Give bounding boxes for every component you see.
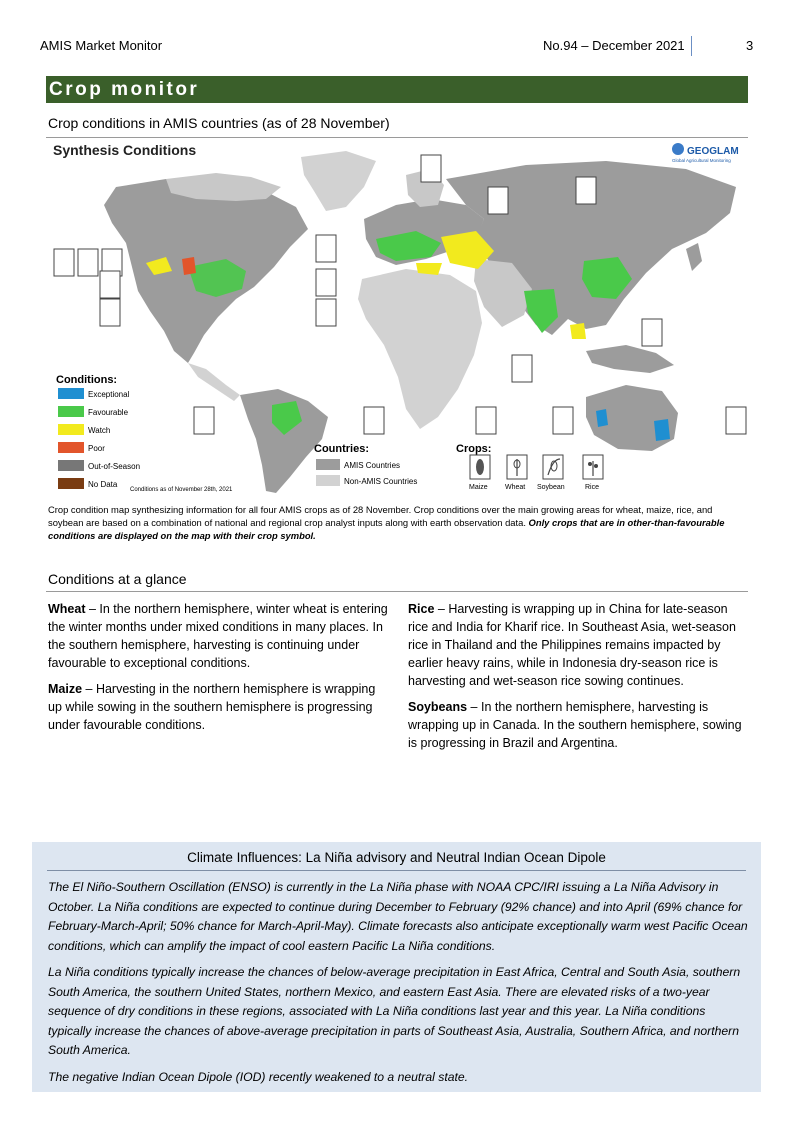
glance-item-maize bbox=[48, 680, 388, 734]
caption-text: Crop condition map synthesizing information for all four AMIS crops as of 28 November. Crop conditions over the main growing areas for wheat, maize, rice, and soybean are based on a combination of national and regional crop analyst inputs along with earth observation data. bbox=[48, 504, 713, 528]
crop-label-wheat: Wheat bbox=[505, 484, 526, 491]
legend-swatch-amis bbox=[316, 459, 340, 470]
crop-marker bbox=[100, 299, 120, 326]
legend-label-out-of-season: Out-of-Season bbox=[88, 462, 141, 471]
crop-marker bbox=[642, 319, 662, 346]
climate-title: Climate Influences: La Niña advisory and Neutral Indian Ocean Dipole bbox=[187, 850, 606, 865]
crop-marker bbox=[488, 187, 508, 214]
glance-rule bbox=[46, 591, 748, 592]
glance-item-rice bbox=[408, 600, 748, 690]
map-title: Synthesis Conditions bbox=[53, 142, 197, 158]
logo-subtext: Global Agricultural Monitoring bbox=[672, 158, 731, 163]
map-caption bbox=[48, 503, 748, 542]
crop-marker bbox=[476, 407, 496, 434]
crop-label-rice: Rice bbox=[585, 484, 600, 491]
publication-name: AMIS Market Monitor bbox=[40, 38, 163, 53]
page-number: 3 bbox=[746, 38, 754, 53]
crop-marker bbox=[512, 355, 532, 382]
legend-swatch-exceptional bbox=[58, 388, 84, 399]
section-banner bbox=[46, 76, 748, 103]
geoglam-globe-icon bbox=[672, 143, 684, 155]
countries-title: Countries: bbox=[314, 443, 369, 455]
glance-item-wheat bbox=[48, 600, 388, 672]
crop-label-soybean: Soybean bbox=[537, 484, 565, 491]
glance-crop-name: Maize bbox=[48, 682, 83, 696]
glance-crop-name: Rice bbox=[408, 602, 435, 616]
legend-label-poor: Poor bbox=[88, 444, 105, 453]
climate-paragraph: La Niña conditions typically increase the chances of below-average precipitation in East Africa, Central and South Asia, southern South America, the southern United States, northern Mexico, and eastern East Asia. There are elevated risks of a two-year sequence of dry conditions in these regions, associated with La Niña conditions last year and this year. La Niña conditions typically increase the chances of above-average precipitation in parts of Southeast Asia, Australia, Southern Africa, and northern South America. bbox=[48, 965, 741, 1057]
synthesis-conditions-map bbox=[46, 139, 748, 497]
crop-marker bbox=[553, 407, 573, 434]
legend-label-no-data: No Data bbox=[88, 480, 118, 489]
poor-region-canada bbox=[182, 257, 196, 275]
crop-marker bbox=[316, 299, 336, 326]
conditions-date-note: Conditions as of November 28th, 2021 bbox=[130, 487, 233, 493]
maize-icon bbox=[476, 459, 484, 475]
legend-swatch-non-amis bbox=[316, 475, 340, 486]
climate-influences-box bbox=[32, 842, 761, 1092]
crop-marker bbox=[78, 249, 98, 276]
crop-marker bbox=[316, 235, 336, 262]
geoglam-logo bbox=[672, 143, 739, 163]
legend-swatch-poor bbox=[58, 442, 84, 453]
climate-paragraph: The El Niño-Southern Oscillation (ENSO) is currently in the La Niña phase with NOAA CPC/IRI issuing a La Niña Advisory in October. La Niña conditions are expected to continue during December to February (92% chance) and into April (69% chance for February-March-April; 50% chance for March-April-May). Climate forecasts also anticipate exceptionally warm west Pacific Ocean conditions, which can amplify the impact of cool eastern Pacific La Niña conditions. bbox=[48, 880, 748, 953]
glance-crop-name: Soybeans bbox=[408, 700, 468, 714]
section-rule bbox=[46, 137, 748, 138]
exceptional-region-australia-west bbox=[596, 409, 608, 427]
caption-emphasis: Only crops that are in other-than-favourable conditions are displayed on the map with their crop symbol. bbox=[48, 517, 725, 541]
crop-marker bbox=[364, 407, 384, 434]
legend-label-non-amis: Non-AMIS Countries bbox=[344, 477, 418, 486]
watch-region-southeast-asia bbox=[570, 323, 586, 339]
legend-swatch-out-of-season bbox=[58, 460, 84, 471]
legend-label-amis: AMIS Countries bbox=[344, 461, 401, 470]
header-divider bbox=[691, 36, 692, 56]
issue-label: No.94 – December 2021 bbox=[543, 38, 685, 53]
crop-marker bbox=[726, 407, 746, 434]
legend-label-favourable: Favourable bbox=[88, 408, 129, 417]
section-title bbox=[48, 115, 390, 131]
crop-marker bbox=[421, 155, 441, 182]
glance-crop-text: – Harvesting is wrapping up in China for late-season rice and India for Kharif rice. In Southeast Asia, wet-season rice in Thailand and the Philippines remains impacted by earlier heavy rains, while in Indonesia dry-season rice is harvesting and wet-season rice sowing continues. bbox=[408, 602, 736, 688]
glance-item-soybeans bbox=[408, 698, 748, 752]
glance-crop-text: – Harvesting in the northern hemisphere is wrapping up while sowing in the southern hemisphere is progressing under favourable conditions. bbox=[48, 682, 376, 732]
crop-label-maize: Maize bbox=[469, 484, 488, 491]
section-title-date: (as of 28 November) bbox=[262, 115, 390, 131]
crop-marker bbox=[576, 177, 596, 204]
legend-swatch-favourable bbox=[58, 406, 84, 417]
glance-title: Conditions at a glance bbox=[48, 571, 187, 587]
glance-column-left bbox=[48, 600, 388, 742]
crop-marker bbox=[100, 271, 120, 298]
glance-column-right bbox=[408, 600, 748, 760]
legend-label-watch: Watch bbox=[88, 426, 111, 435]
legend-swatch-no-data bbox=[58, 478, 84, 489]
exceptional-region-australia-east bbox=[654, 419, 670, 441]
climate-paragraph: The negative Indian Ocean Dipole (IOD) recently weakened to a neutral state. bbox=[48, 1069, 469, 1084]
logo-text: GEOGLAM bbox=[687, 146, 739, 157]
legend-label-exceptional: Exceptional bbox=[88, 390, 130, 399]
crop-marker bbox=[54, 249, 74, 276]
crop-marker bbox=[194, 407, 214, 434]
glance-crop-text: – In the northern hemisphere, winter wheat is entering the winter months under mixed conditions in many places. In the southern hemisphere, harvesting is continuing under favourable to exceptional conditions. bbox=[48, 602, 388, 670]
glance-crop-name: Wheat bbox=[48, 602, 86, 616]
crops-title: Crops: bbox=[456, 443, 492, 455]
conditions-title: Conditions: bbox=[56, 374, 118, 386]
banner-title: Crop monitor bbox=[49, 79, 200, 100]
section-title-main: Crop conditions in AMIS countries bbox=[48, 115, 259, 131]
climate-rule bbox=[47, 870, 746, 871]
glance-crop-text: – In the northern hemisphere, harvesting is wrapping up in Canada. In the southern hemisphere, sowing is progressing in Brazil and Argentina. bbox=[408, 700, 742, 750]
legend-swatch-watch bbox=[58, 424, 84, 435]
crop-marker bbox=[316, 269, 336, 296]
climate-body bbox=[48, 878, 748, 1094]
